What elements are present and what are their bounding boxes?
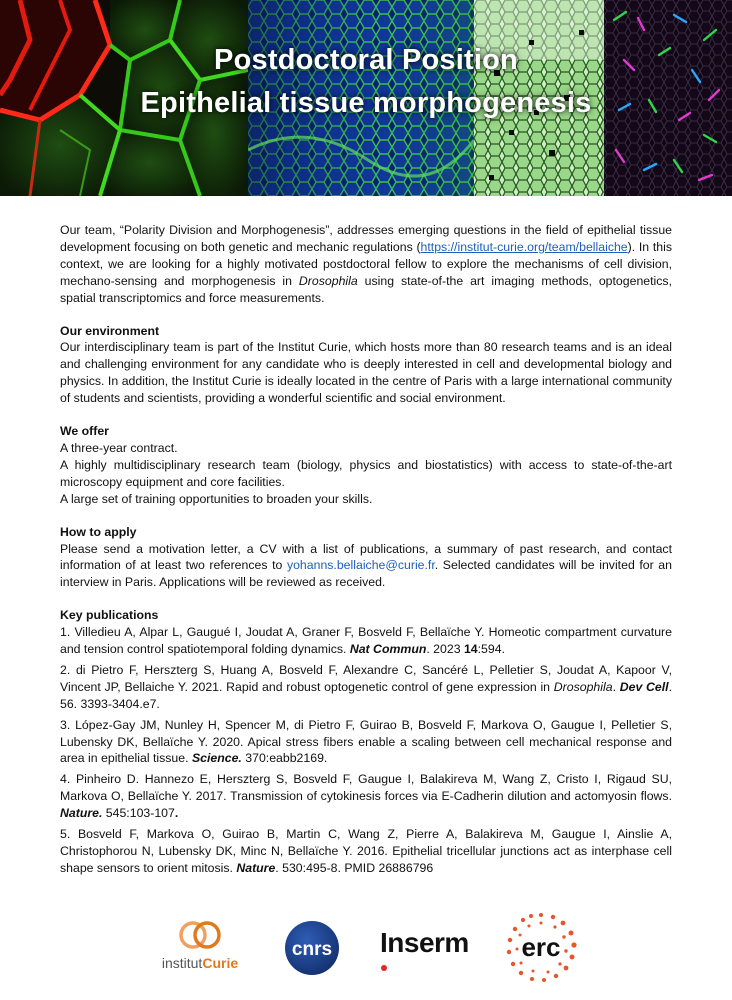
pub2-journal: Dev Cell xyxy=(619,679,669,694)
apply-title: How to apply xyxy=(60,524,137,539)
offer-line-1: A three-year contract. xyxy=(60,440,178,455)
pub4-text: 4. Pinheiro D. Hannezo E, Herszterg S, Bosveld F, Gaugue I, Balakireva M, Wang Z, Cristo I, Rigaud SU, Markova O, Bellaïche Y. 2017. Transmission of cytokinesis forces via E-Cadherin dilution and actomyosin flows. xyxy=(60,772,672,804)
publications-title: Key publications xyxy=(60,608,159,623)
pub1-journal: Nat Commun xyxy=(349,642,427,657)
apply-text xyxy=(60,541,672,592)
intro-text-2: ). In this context, we are looking for a highly motivated postdoctoral fellow to explore the mechanisms of cell division, mechano-sensing and morphogenesis in xyxy=(60,239,672,288)
publication-5 xyxy=(60,826,672,877)
cnrs-logo xyxy=(284,920,340,976)
offer-line-3: A large set of training opportunities to broaden your skills. xyxy=(60,491,373,506)
environment-text: Our interdisciplinary team is part of the Institut Curie, which hosts more than 80 research teams and is an ideal and challenging environment for any candidate who is deeply interested in cell and developmental biology and physics. In addition, the Institut Curie is ideally located in the centre of Paris with a large international community of students and scientists, providing a wonderful scientific and social environment. xyxy=(60,340,672,406)
institut-curie-logo xyxy=(150,917,250,979)
environment-title: Our environment xyxy=(60,323,160,338)
intro-text-3: using state-of-the art imaging methods, optogenetics, spatial transcriptomics and force measurements. xyxy=(60,273,672,305)
main-content xyxy=(60,222,672,881)
title-line-1: Postdoctoral Position xyxy=(214,44,518,76)
pub2-cite: . 56. 3393-3404.e7. xyxy=(60,679,672,711)
pub3-cite: 370:eabb2169. xyxy=(241,751,328,766)
pub4-end: . xyxy=(174,806,179,821)
apply-text-2: . Selected candidates will be invited for an interview in Paris. Applications will be reviewed as received. xyxy=(60,558,672,590)
pub2-mid: . xyxy=(612,679,620,694)
banner-image xyxy=(0,0,732,196)
erc-text: erc xyxy=(521,932,561,962)
inserm-logo: Inserm xyxy=(380,927,469,958)
team-link[interactable]: https://institut-curie.org/team/bellaiche xyxy=(420,239,628,254)
email-link[interactable]: yohanns.bellaiche@curie.fr xyxy=(286,558,435,573)
pub4-journal: Nature. xyxy=(60,806,103,821)
publication-2 xyxy=(60,662,672,713)
curie-name: Curie xyxy=(202,955,239,971)
intro-italic: Drosophila xyxy=(298,273,358,288)
pub1-volume: 14 xyxy=(463,642,478,657)
offer-line-2: A highly multidisciplinary research team (biology, physics and biostatistics) with access to state-of-the-art microscopy equipment and core facilities. xyxy=(60,457,672,489)
publication-4 xyxy=(60,771,672,822)
pub4-cite: 545:103-107 xyxy=(102,806,175,821)
curie-wordmark xyxy=(150,955,250,971)
pub2-text: 2. di Pietro F, Herszterg S, Huang A, Bosveld F, Alexandre C, Sancéré L, Pelletier S, Joudat A, Kapoor V, Vincent JP, Bellaiche Y. 2021. Rapid and robust optogenetic control of gene expression in xyxy=(60,662,672,694)
intro-paragraph xyxy=(60,222,672,307)
cnrs-text: cnrs xyxy=(291,939,333,960)
pub1-text: 1. Villedieu A, Alpar L, Gaugué I, Joudat A, Graner F, Bosveld F, Bellaïche Y. Homeotic compartment curvature and tension control spatiotemporal folding dynamics. xyxy=(60,625,672,657)
erc-logo xyxy=(500,907,582,989)
partner-logos xyxy=(0,905,732,1000)
pub5-text: 5. Bosveld F, Markova O, Guirao B, Martin C, Wang Z, Pierre A, Balakireva M, Gaugue I, Ainslie A, Christophorou N, Lubensky DK, Minc N, Bellaïche Y. 2016. Epithelial tricellular junctions act as interphase cell shape sensors to orient mitosis. xyxy=(60,827,672,875)
pub3-text: 3. López-Gay JM, Nunley H, Spencer M, di Pietro F, Guirao B, Bosveld F, Markova O, Gaugue I, Pelletier S, Lubensky DK, Bellaïche Y. 2020. Apical stress fibers enable a scaling between cell mechanical response and area in epithelial tissue. xyxy=(60,717,672,766)
title-line-2: Epithelial tissue morphogenesis xyxy=(140,87,592,119)
pub5-cite: . 530:495-8. PMID 26886796 xyxy=(275,860,434,875)
inserm-dot-icon xyxy=(381,965,387,971)
pub1-cite-a: . 2023 xyxy=(426,642,464,657)
pub3-journal: Science. xyxy=(191,751,242,766)
pub5-journal: Nature xyxy=(236,860,276,875)
pub2-italic: Drosophila xyxy=(553,679,613,694)
curie-prefix: institut xyxy=(161,955,203,971)
offer-title: We offer xyxy=(60,424,109,439)
curie-rings-icon xyxy=(150,917,250,957)
pub1-cite-b: :594. xyxy=(477,642,505,657)
publication-1 xyxy=(60,624,672,658)
intro-text: Our team, “Polarity Division and Morphogenesis”, addresses emerging questions in the field of epithelial tissue development focusing on both genetic and mechanic regulations ( xyxy=(60,223,672,254)
apply-text-1: Please send a motivation letter, a CV with a list of publications, a summary of past research, and contact information of at least two references to xyxy=(60,541,672,573)
publication-3 xyxy=(60,717,672,768)
